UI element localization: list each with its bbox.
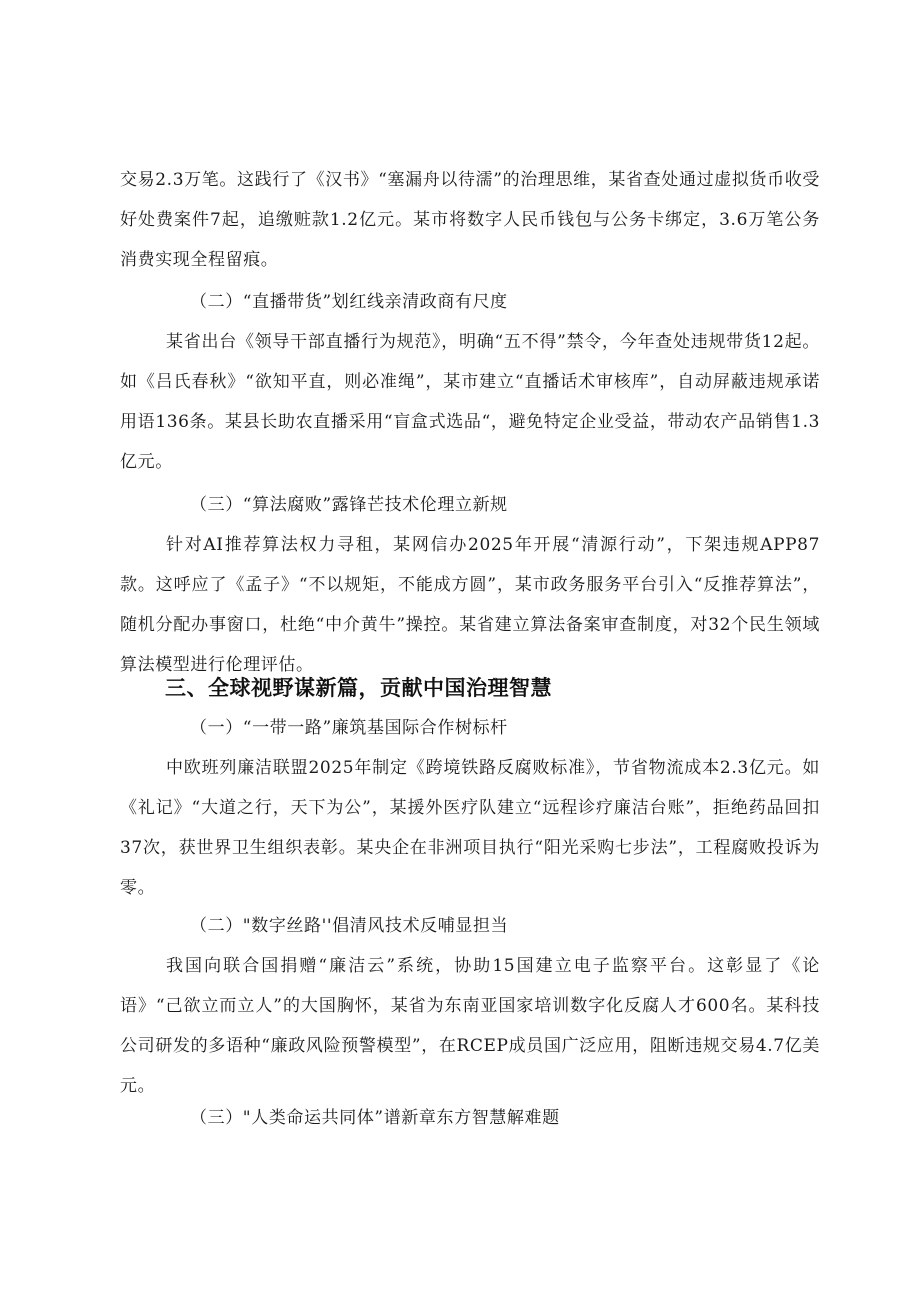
section-heading-global-vision: 三、全球视野谋新篇，贡献中国治理智慧 — [165, 676, 552, 700]
paragraph-algorithm-corruption: 针对AI推荐算法权力寻租，某网信办2025年开展“清源行动”，下架违规APP87款。这呼应了《孟子》“不以规矩，不能成方圆”，某市政务服务平台引入“反推荐算法”，随机分配办事窗口，杜绝“中介黄牛”操控。某省建立算法备案审查制度，对32个民生领域算法模型进行伦理评估。 — [120, 535, 820, 675]
subheading-algorithm-corruption: （三）“算法腐败”露锋芒技术伦理立新规 — [190, 495, 508, 515]
subheading-community-shared-future: （三）"人类命运共同体”谱新章东方智慧解难题 — [190, 1108, 560, 1128]
subheading-digital-silk-road: （二）"数字丝路''倡清风技术反哺显担当 — [190, 916, 509, 936]
subheading-belt-and-road: （一）“一带一路”廉筑基国际合作树标杆 — [190, 718, 508, 738]
paragraph-digital-currency: 交易2.3万笔。这践行了《汉书》“塞漏舟以待濡”的治理思维，某省查处通过虚拟货币收受好处费案件7起，追缴赃款1.2亿元。某市将数字人民币钱包与公务卡绑定，3.6万笔公务消费实现全程留痕。 — [120, 170, 820, 270]
paragraph-digital-silk-road: 我国向联合国捐赠“廉洁云”系统，协助15国建立电子监察平台。这彰显了《论语》“己欲立而立人”的大国胸怀，某省为东南亚国家培训数字化反腐人才600名。某科技公司研发的多语种“廉政风险预警模型”，在RCEP成员国广泛应用，阻断违规交易4.7亿美元。 — [120, 956, 820, 1096]
paragraph-live-streaming: 某省出台《领导干部直播行为规范》，明确“五不得”禁令，今年查处违规带货12起。如《吕氏春秋》“欲知平直，则必准绳”，某市建立“直播话术审核库”，自动屏蔽违规承诺用语136条。某县长助农直播采用“盲盒式选品“，避免特定企业受益，带动农产品销售1.3亿元。 — [120, 332, 820, 472]
subheading-live-streaming: （二）“直播带货”划红线亲清政商有尺度 — [190, 292, 508, 312]
paragraph-belt-and-road: 中欧班列廉洁联盟2025年制定《跨境铁路反腐败标准》，节省物流成本2.3亿元。如《礼记》“大道之行，天下为公”，某援外医疗队建立“远程诊疗廉洁台账”，拒绝药品回扣37次，获世界卫生组织表彰。某央企在非洲项目执行“阳光采购七步法”，工程腐败投诉为零。 — [120, 758, 820, 898]
